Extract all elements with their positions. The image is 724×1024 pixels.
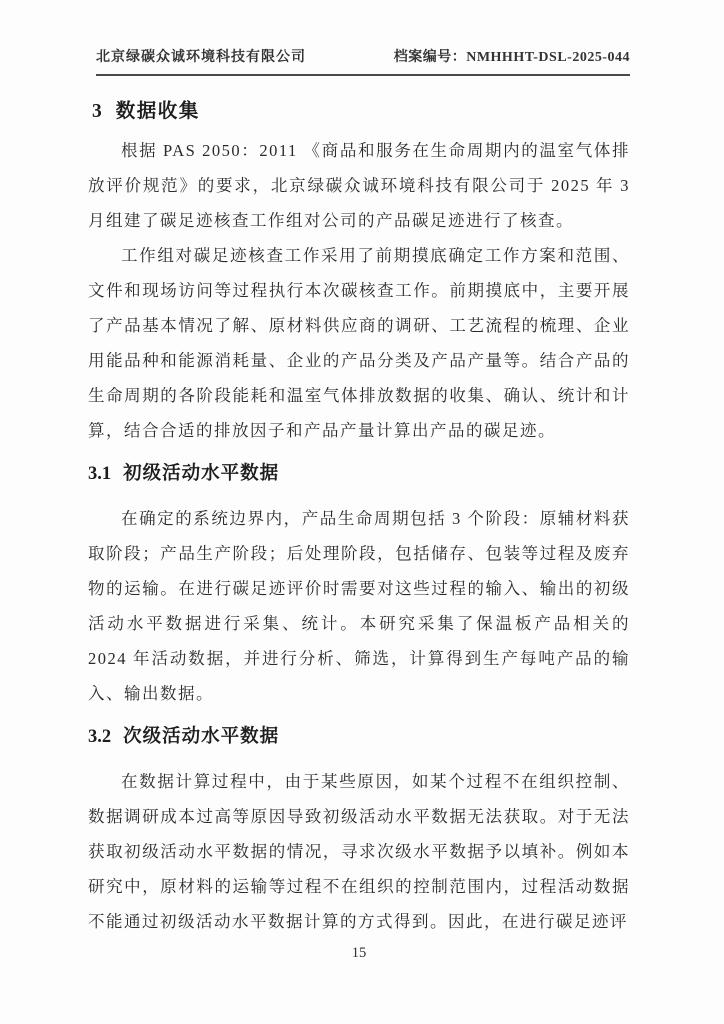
section-heading xyxy=(88,725,630,749)
section-number: 3.2 xyxy=(88,727,112,747)
paragraph: 根据 PAS 2050：2011 《商品和服务在生命周期内的温室气体排放评价规范》的要求，北京绿碳众诚环境科技有限公司于 2025 年 3 月组建了碳足迹核查工作组对公司的产品碳足迹进行了核查。 xyxy=(88,141,630,230)
section-title: 次级活动水平数据 xyxy=(123,727,280,747)
paragraph: 工作组对碳足迹核查工作采用了前期摸底确定工作方案和范围、文件和现场访问等过程执行本次碳核查工作。前期摸底中，主要开展了产品基本情况了解、原材料供应商的调研、工艺流程的梳理、企业用能品种和能源消耗量、企业的产品分类及产品产量等。结合产品的生命周期的各阶段能耗和温室气体排放数据的收集、确认、统计和计算，结合合适的排放因子和产品产量计算出产品的碳足迹。 xyxy=(88,246,630,440)
document-body xyxy=(88,100,630,939)
file-number-label: 档案编号： xyxy=(393,50,467,65)
page-footer xyxy=(88,944,630,962)
section-title: 数据收集 xyxy=(115,101,200,122)
file-number-value: NMHHHT-DSL-2025-044 xyxy=(466,50,630,65)
section-number: 3 xyxy=(92,101,102,122)
section-data-collection xyxy=(88,100,630,448)
paragraph: 在确定的系统边界内，产品生命周期包括 3 个阶段：原辅材料获取阶段；产品生产阶段；后处理阶段，包括储存、包装等过程及废弃物的运输。在进行碳足迹评价时需要对这些过程的输入、输出的初级活动水平数据进行采集、统计。本研究采集了保温板产品相关的 2024 年活动数据，并进行分析、筛选，计算得到生产每吨产品的输入、输出数据。 xyxy=(88,509,630,703)
header-company-name: 北京绿碳众诚环境科技有限公司 xyxy=(96,50,306,65)
section-number: 3.1 xyxy=(88,464,112,484)
section-primary-activity-data xyxy=(88,462,630,711)
section-title: 初级活动水平数据 xyxy=(123,464,280,484)
page-number: 15 xyxy=(351,945,367,961)
paragraph: 在数据计算过程中，由于某些原因，如某个过程不在组织控制、数据调研成本过高等原因导致初级活动水平数据无法获取。对于无法获取初级活动水平数据的情况，寻求次级水平数据予以填补。例如本研究中，原材料的运输等过程不在组织的控制范围内，过程活动数据不能通过初级活动水平数据计算的方式得到。因此，在进行碳足迹评 xyxy=(88,772,630,931)
section-heading xyxy=(88,462,630,486)
header-file-number xyxy=(394,50,630,66)
section-secondary-activity-data xyxy=(88,725,630,939)
section-heading xyxy=(92,100,630,124)
page-header xyxy=(96,0,630,76)
